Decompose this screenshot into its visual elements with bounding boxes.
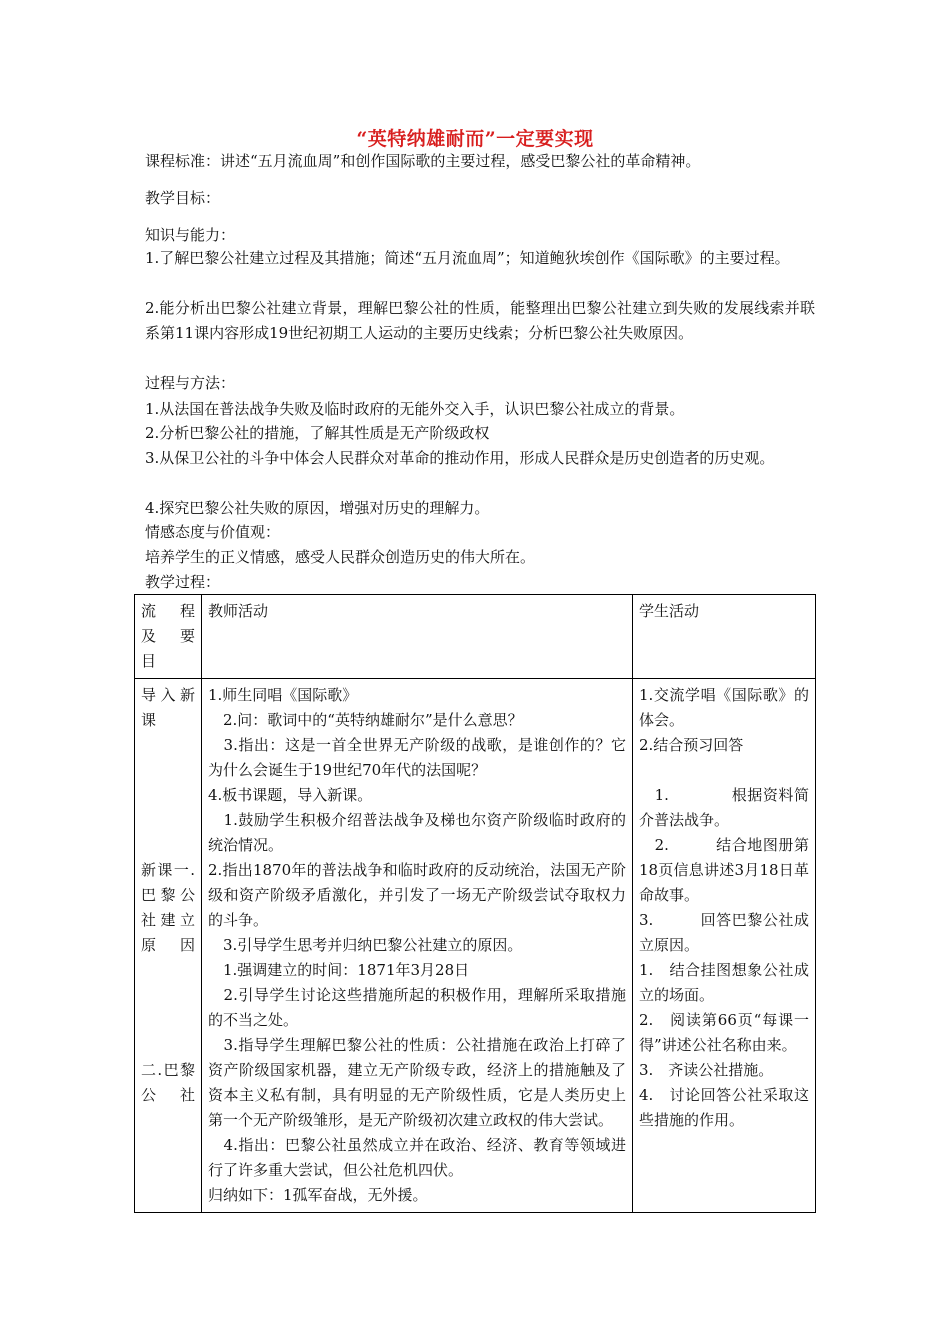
student-item: 2. 阅读第66页“每课一得”讲述公社名称由来。 <box>639 1011 809 1054</box>
student-item: 4. 讨论回答公社采取这些措施的作用。 <box>639 1086 809 1129</box>
knowledge-item-2: 2.能分析出巴黎公社建立背景，理解巴黎公社的性质，能整理出巴黎公社建立到失败的发展线索并联系第11课内容形成19世纪初期工人运动的主要历史线索；分析巴黎公社失败原因。 <box>145 299 815 342</box>
teacher-item: 4.指出：巴黎公社虽然成立并在政治、经济、教育等领域进行了许多重大尝试，但公社危机四伏。 <box>208 1136 626 1179</box>
teacher-item: 归纳如下：1孤军奋战，无外援。 <box>208 1186 428 1204</box>
flow-new-lesson: 新课一.巴黎公社建立原因 <box>141 861 195 954</box>
student-item: 1. 结合挂图想象公社成立的场面。 <box>639 961 809 1004</box>
method-item-1: 1.从法国在普法战争失败及临时政府的无能外交入手，认识巴黎公社成立的背景。 <box>145 400 685 418</box>
teacher-item: 3.引导学生思考并归纳巴黎公社建立的原因。 <box>208 936 523 954</box>
course-standard: 课程标准：讲述“五月流血周”和创作国际歌的主要过程，感受巴黎公社的革命精神。 <box>145 152 701 170</box>
header-flow <box>135 595 211 679</box>
student-item: 1.交流学唱《国际歌》的体会。 <box>639 686 809 729</box>
teacher-item: 1.师生同唱《国际歌》 <box>208 686 358 704</box>
teacher-item: 2.指出1870年的普法战争和临时政府的反动统治，法国无产阶级和资产阶级矛盾激化，并引发了一场无产阶级尝试夺取权力的斗争。 <box>208 861 626 929</box>
student-item: 2. 结合地图册第18页信息讲述3月18日革命故事。 <box>639 836 809 904</box>
student-item: 2.结合预习回答 <box>639 736 744 754</box>
header-teacher-label: 教师活动 <box>208 602 269 620</box>
teacher-item: 1.鼓励学生积极介绍普法战争及梯也尔资产阶级临时政府的统治情况。 <box>208 811 626 854</box>
teacher-item: 1.强调建立的时间：1871年3月28日 <box>208 961 470 979</box>
teacher-item: 3.指出：这是一首全世界无产阶级的战歌，是谁创作的？它为什么会诞生于19世纪70年代的法国呢？ <box>208 736 626 779</box>
header-teacher <box>202 595 633 679</box>
method-heading: 过程与方法： <box>145 374 236 392</box>
process-heading: 教学过程： <box>145 573 221 591</box>
knowledge-item-1: 1.了解巴黎公社建立过程及其措施；简述“五月流血周”；知道鲍狄埃创作《国际歌》的主要过程。 <box>145 249 790 267</box>
knowledge-heading: 知识与能力： <box>145 226 236 244</box>
header-student <box>633 595 816 679</box>
emotion-text: 培养学生的正义情感，感受人民群众创造历史的伟大所在。 <box>145 548 536 566</box>
teacher-item: 2.问：歌词中的“英特纳雄耐尔”是什么意思？ <box>208 711 523 729</box>
table-header-row <box>135 595 816 679</box>
emotion-heading: 情感态度与价值观： <box>145 523 281 541</box>
student-item: 3. 回答巴黎公社成立原因。 <box>639 911 809 954</box>
document-title: “英特纳雄耐而”一定要实现 <box>356 128 594 150</box>
header-student-label: 学生活动 <box>639 602 700 620</box>
student-item: 3. 齐读公社措施。 <box>639 1061 774 1079</box>
teacher-item: 4.板书课题，导入新课。 <box>208 786 373 804</box>
teaching-process-table <box>134 594 816 1213</box>
method-item-3: 3.从保卫公社的斗争中体会人民群众对革命的推动作用，形成人民群众是历史创造者的历史观。 <box>145 449 775 467</box>
method-item-2: 2.分析巴黎公社的措施，了解其性质是无产阶级政权 <box>145 424 490 442</box>
flow-cell <box>135 679 202 1213</box>
teacher-activity-cell <box>202 679 633 1213</box>
student-activity-cell <box>633 679 816 1213</box>
table-row <box>135 679 816 1213</box>
flow-paris-commune: 二.巴黎公社 <box>141 1061 195 1104</box>
flow-intro: 导入新课 <box>141 686 195 729</box>
teacher-item: 3.指导学生理解巴黎公社的性质：公社措施在政治上打碎了资产阶级国家机器，建立无产阶级专政，经济上的措施触及了资本主义私有制，具有明显的无产阶级性质，它是人类历史上第一个无产阶级雏形，是无产阶级初次建立政权的伟大尝试。 <box>208 1036 626 1129</box>
student-item: 1. 根据资料简介普法战争。 <box>639 786 809 829</box>
teaching-goals-heading: 教学目标： <box>145 189 221 207</box>
teacher-item: 2.引导学生讨论这些措施所起的积极作用，理解所采取措施的不当之处。 <box>208 986 626 1029</box>
method-item-4: 4.探究巴黎公社失败的原因，增强对历史的理解力。 <box>145 499 490 517</box>
header-flow-label: 流 程 及 要 目 <box>141 602 211 670</box>
